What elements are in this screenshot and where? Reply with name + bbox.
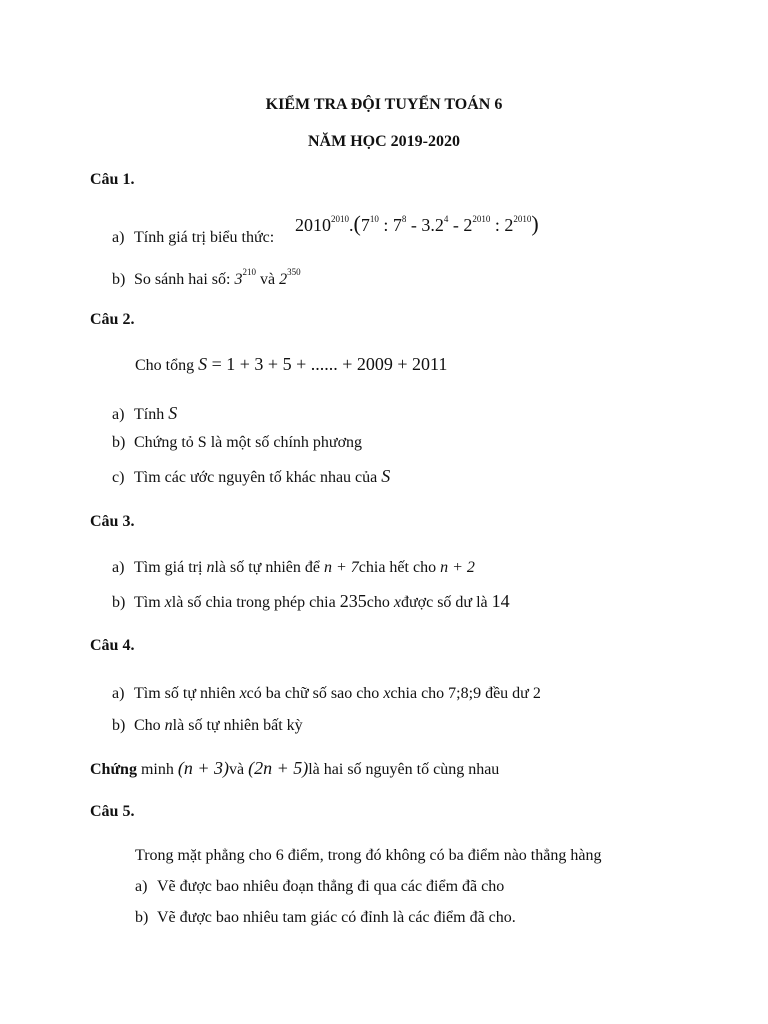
- item-text: là hai số nguyên tố cùng nhau: [308, 761, 500, 778]
- item-text: là số tự nhiên bất kỳ: [172, 717, 303, 734]
- item-text: Vẽ được bao nhiêu tam giác có đỉnh là các điểm đã cho.: [157, 909, 516, 926]
- conjunction: và: [228, 761, 245, 778]
- item-label: b): [112, 594, 126, 611]
- item-label: b): [112, 717, 126, 734]
- expr-exp: 2010: [472, 214, 491, 224]
- item-text: là số chia trong phép chia: [171, 594, 336, 611]
- item-text: chia cho: [390, 685, 445, 702]
- item-label: b): [135, 909, 149, 926]
- item-text: Cho: [134, 717, 161, 734]
- expr-part: : 2: [490, 215, 514, 235]
- expr-part: 2010: [295, 215, 331, 235]
- item-label: c): [112, 469, 125, 486]
- question-1a: [112, 228, 274, 248]
- conjunction: và: [259, 271, 276, 288]
- expr-part: - 2: [448, 215, 473, 235]
- expr-exp: 2010: [513, 214, 532, 224]
- math-expression: n + 7: [323, 559, 359, 576]
- expr-part: .: [349, 215, 354, 235]
- power-exp: 210: [242, 267, 256, 277]
- power-base: 2: [279, 271, 288, 288]
- math-number: 235: [339, 591, 367, 611]
- question-4-heading: Câu 4.: [90, 637, 135, 654]
- item-label: a): [112, 559, 125, 576]
- item-label: a): [112, 229, 125, 246]
- item-text: Tính: [134, 406, 165, 423]
- item-label: b): [112, 271, 126, 288]
- math-number: 14: [491, 591, 510, 611]
- math-expression: (n + 3): [177, 758, 229, 778]
- item-text: có ba chữ số sao cho: [246, 685, 380, 702]
- item-label: b): [112, 434, 126, 451]
- question-5-intro: Trong mặt phẳng cho 6 điểm, trong đó không có ba điểm nào thẳng hàng: [135, 847, 602, 864]
- page-title: KIỂM TRA ĐỘI TUYỂN TOÁN 6: [265, 96, 503, 113]
- math-variable: x: [383, 685, 391, 702]
- item-text: So sánh hai số:: [134, 271, 231, 288]
- sum-variable: S: [198, 354, 208, 374]
- math-expression: (2n + 5): [248, 758, 309, 778]
- math-variable: x: [164, 594, 172, 611]
- question-2a: [112, 403, 177, 425]
- item-text: Tìm số tự nhiên: [134, 685, 236, 702]
- item-text: Chứng tỏ S là một số chính phương: [134, 434, 363, 451]
- item-text: cho: [366, 594, 390, 611]
- question-4-proof: [90, 758, 499, 780]
- question-5b: [135, 908, 516, 928]
- expr-part: 7: [392, 215, 402, 235]
- item-label: a): [135, 878, 148, 895]
- item-text: Vẽ được bao nhiêu đoạn thẳng đi qua các điểm đã cho: [157, 878, 505, 895]
- item-text: là số tự nhiên để: [214, 559, 320, 576]
- expression-1a: [295, 211, 539, 236]
- proof-keyword: Chứng: [90, 761, 137, 778]
- math-variable: x: [393, 594, 401, 611]
- question-3a: [112, 558, 475, 578]
- question-4a: [112, 684, 541, 704]
- math-variable: x: [239, 685, 247, 702]
- math-variable: S: [381, 466, 391, 486]
- math-variable: S: [168, 403, 178, 423]
- power-base: 3: [234, 271, 243, 288]
- item-text: đều dư 2: [485, 685, 541, 702]
- expr-paren: (: [353, 211, 361, 236]
- expr-part: 7: [360, 215, 370, 235]
- math-expression: n + 2: [440, 559, 475, 576]
- item-text: được số dư là: [400, 594, 488, 611]
- expr-exp: 8: [401, 214, 407, 224]
- question-1-heading: Câu 1.: [90, 171, 135, 188]
- expr-exp: 2010: [331, 214, 349, 224]
- expr-exp: 10: [369, 214, 379, 224]
- item-text: minh: [136, 761, 174, 778]
- question-3b: [112, 591, 510, 613]
- sum-expression: = 1 + 3 + 5 + ...... + 2009 + 2011: [207, 354, 448, 374]
- item-text: Tìm: [134, 594, 161, 611]
- math-numbers: 7;8;9: [448, 685, 482, 702]
- power-exp: 350: [287, 267, 301, 277]
- question-4b: [112, 716, 303, 736]
- item-text: Tính giá trị biểu thức:: [134, 229, 275, 246]
- question-2b: [112, 433, 362, 453]
- item-label: a): [112, 406, 125, 423]
- question-2-heading: Câu 2.: [90, 311, 135, 328]
- item-text: Tìm giá trị: [134, 559, 203, 576]
- question-3-heading: Câu 3.: [90, 513, 135, 530]
- question-5-heading: Câu 5.: [90, 803, 135, 820]
- question-5a: [135, 877, 504, 897]
- question-1b: [112, 267, 301, 290]
- item-label: a): [112, 685, 125, 702]
- item-text: chia hết cho: [358, 559, 437, 576]
- math-variable: n: [164, 717, 173, 734]
- expr-part: - 3.2: [406, 215, 444, 235]
- expr-exp: 4: [443, 214, 449, 224]
- expr-paren: ): [531, 211, 539, 236]
- intro-text: Cho tổng: [135, 357, 195, 374]
- question-2c: [112, 466, 390, 488]
- math-variable: n: [206, 559, 215, 576]
- expr-part: :: [378, 215, 393, 235]
- question-2-intro: [135, 354, 447, 376]
- item-text: Tìm các ước nguyên tố khác nhau của: [134, 469, 378, 486]
- school-year: NĂM HỌC 2019-2020: [308, 133, 460, 150]
